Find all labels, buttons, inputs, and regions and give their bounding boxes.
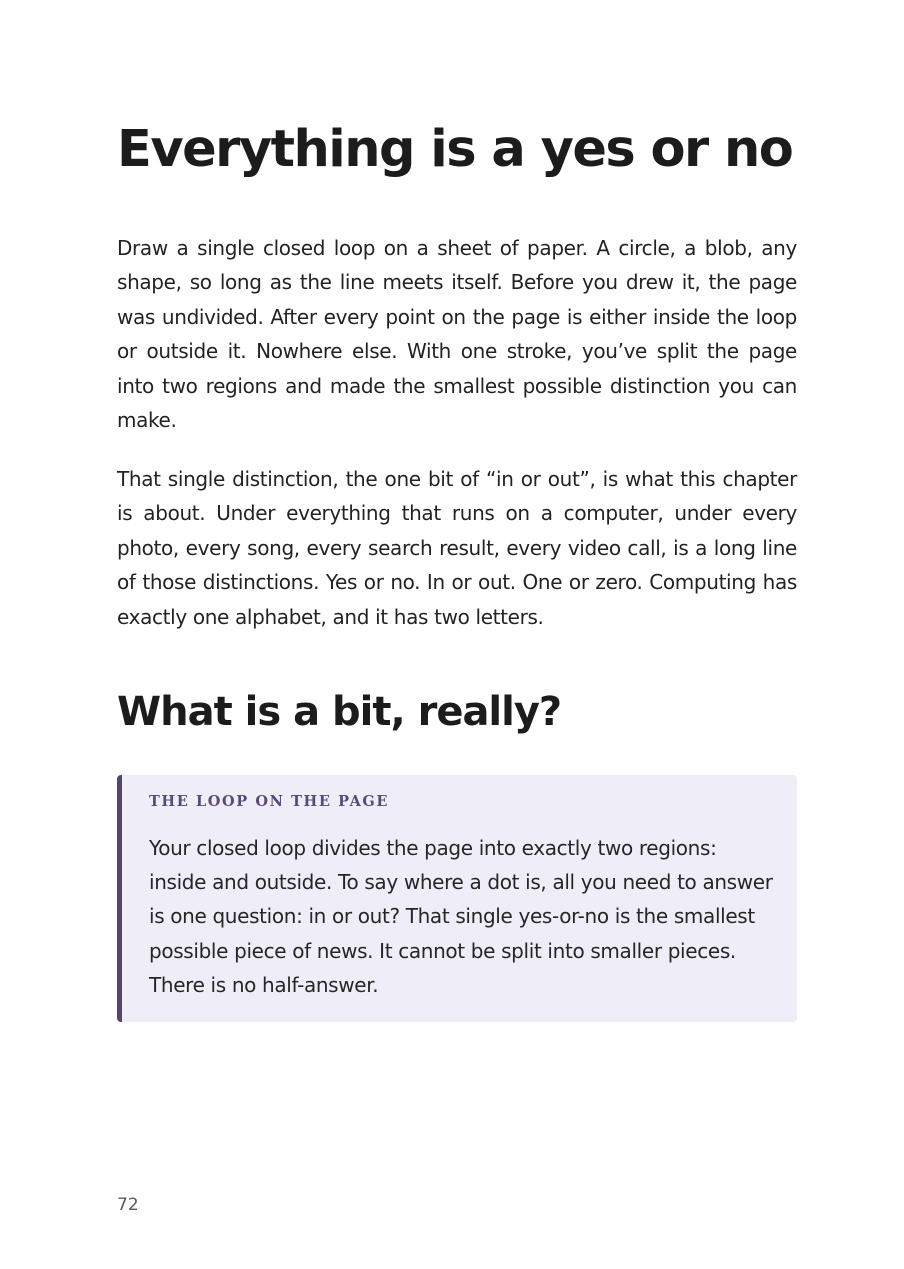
page-number: 72 [117, 1195, 139, 1215]
section-heading: What is a bit, really? [117, 689, 562, 735]
chapter-title: Everything is a yes or no [117, 120, 793, 179]
callout-box [117, 775, 797, 1022]
body-paragraph: Draw a single closed loop on a sheet of paper. A circle, a blob, any shape, so long as the line meets itself. Before you drew it, the page was undivided. After every point on the page is either inside the loop or outside it. Nowhere else. With one stroke, you’ve split the page into two regions and made the smallest possible distinction you can make. [117, 236, 797, 433]
body-paragraph: That single distinction, the one bit of “in or out”, is what this chapter is about. Under everything that runs on a computer, under every photo, every song, every search result, every video call, is a long line of those distinctions. Yes or no. In or out. One or zero. Computing has exactly one alphabet, and it has two letters. [117, 467, 797, 629]
callout-body: Your closed loop divides the page into exactly two regions: inside and outside. To say where a dot is, all you need to answer is one question: in or out? That single yes-or-no is the smallest possible piece of news. It cannot be split into smaller pieces. There is no half-answer. [149, 836, 773, 997]
callout-label: THE LOOP ON THE PAGE [149, 793, 390, 810]
